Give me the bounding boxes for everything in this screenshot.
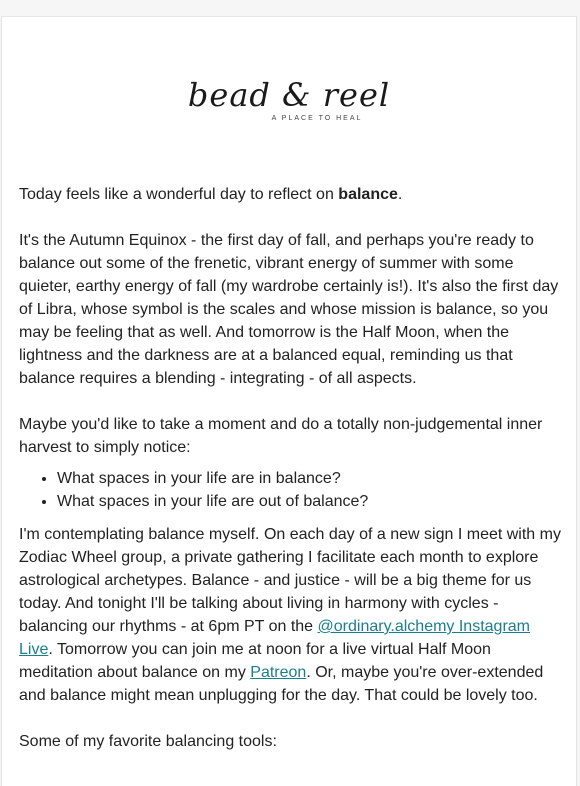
intro-paragraph: Today feels like a wonderful day to reflect on balance. <box>19 186 403 203</box>
top-strip <box>0 0 580 16</box>
list-item: • What spaces in your life are out of balance? <box>57 490 561 513</box>
harvest-paragraph: Maybe you'd like to take a moment and do a totally non-judgemental inner harvest to simply notice: <box>19 416 543 456</box>
email-body <box>1 16 577 786</box>
logo-wordmark: bead & reel <box>187 76 391 114</box>
contemplating-paragraph: I'm contemplating balance myself. On each day of a new sign I meet with my Zodiac Wheel group, a private gathering I facilitate each month to explore astrological archetypes. Balance - and justice - will be a big theme for us today. And tonight I'll be talking about living in harmony with cycles - balancing our rhythms - at 6pm PT on the @ordinary.alchemy Instagram Live. Tomorrow you can join me at noon for a live virtual Half Moon meditation about balance on my Patreon. Or, maybe you're over-extended and balance might mean unplugging for the day. That could be lovely too. <box>19 526 561 704</box>
tools-paragraph: Some of my favorite balancing tools: <box>19 733 277 750</box>
logo-tagline: A PLACE TO HEAL <box>271 115 363 122</box>
list-item: • What spaces in your life are in balance? <box>57 467 561 490</box>
brand-logo <box>2 77 576 122</box>
reflection-list <box>19 467 561 513</box>
highlight-word: balance <box>338 186 398 203</box>
instagram-live-link[interactable]: @ordinary.alchemy Instagram Live <box>19 618 530 658</box>
equinox-paragraph: It's the Autumn Equinox - the first day of fall, and perhaps you're ready to balance out some of the frenetic, vibrant energy of summer with some quieter, earthy energy of fall (my wardrobe certainly is!). It's also the first day of Libra, whose symbol is the scales and whose mission is balance, so you may be feeling that as well. And tomorrow is the Half Moon, when the lightness and the darkness are at a balanced equal, reminding us that balance requires a blending - integrating - of all aspects. <box>19 232 559 387</box>
patreon-link[interactable]: Patreon <box>250 664 307 681</box>
message-content <box>19 183 561 776</box>
